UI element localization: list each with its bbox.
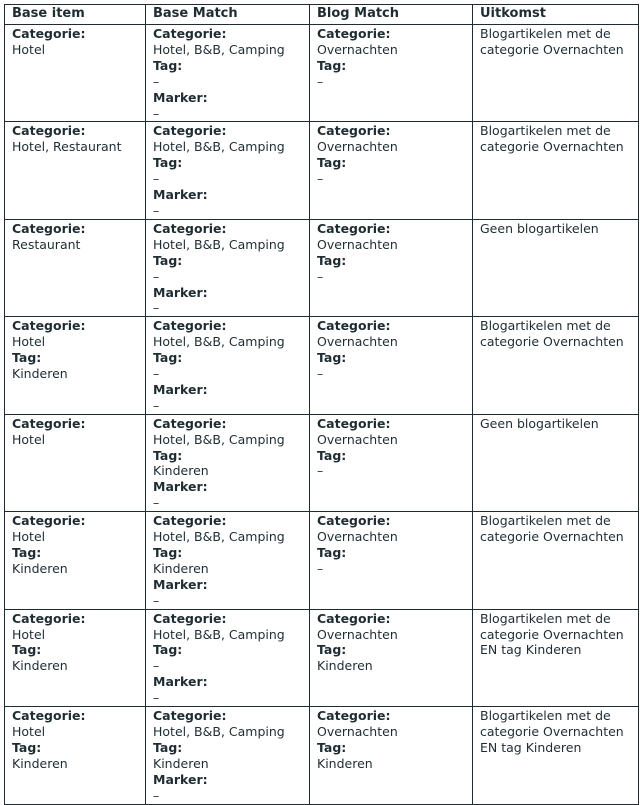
field-label: Tag: bbox=[12, 545, 42, 560]
field-label: Categorie: bbox=[12, 123, 86, 139]
field-value: – bbox=[153, 592, 160, 608]
field-label: Tag: bbox=[153, 252, 183, 268]
base-match-cell bbox=[146, 512, 310, 609]
field-label: Tag: bbox=[12, 350, 42, 366]
field-label: Tag: bbox=[317, 350, 347, 366]
field-value: – bbox=[317, 560, 324, 576]
table-row bbox=[5, 219, 639, 316]
base-item-cell bbox=[5, 122, 146, 219]
field-value: Hotel bbox=[12, 334, 46, 350]
field-value: Kinderen bbox=[317, 658, 373, 674]
field-value: – bbox=[153, 690, 160, 706]
blog-match-cell bbox=[310, 317, 473, 414]
field-value: Hotel, B&B, Camping bbox=[153, 41, 285, 57]
field-value: – bbox=[153, 105, 160, 121]
base-item-cell bbox=[5, 609, 146, 706]
field-label: Marker: bbox=[153, 187, 208, 203]
field-label: Tag: bbox=[317, 739, 347, 755]
field-value: Hotel bbox=[12, 626, 46, 642]
field-label: Tag: bbox=[12, 642, 42, 658]
field-value: – bbox=[317, 268, 324, 284]
uitkomst-cell: Blogartikelen met de categorie Overnachten EN tag Kinderen bbox=[473, 609, 639, 706]
field-value: Overnachten bbox=[317, 334, 398, 350]
base-match-cell bbox=[146, 414, 310, 511]
field-value: Hotel, B&B, Camping bbox=[153, 236, 285, 252]
field-label: Tag: bbox=[153, 447, 183, 463]
field-label: Tag: bbox=[317, 155, 347, 171]
field-value: – bbox=[153, 171, 160, 187]
field-value: Hotel bbox=[12, 431, 46, 447]
field-label: Marker: bbox=[153, 576, 208, 592]
field-value: – bbox=[153, 366, 160, 382]
field-label: Categorie: bbox=[317, 220, 391, 236]
field-value: – bbox=[317, 366, 324, 382]
base-item-cell bbox=[5, 317, 146, 414]
field-label: Tag: bbox=[317, 447, 347, 463]
field-value: – bbox=[317, 73, 324, 89]
table-row bbox=[5, 609, 639, 706]
table-row bbox=[5, 317, 639, 414]
field-label: Categorie: bbox=[12, 220, 86, 236]
base-item-cell bbox=[5, 25, 146, 122]
field-label: Tag: bbox=[153, 545, 183, 560]
field-label: Tag: bbox=[317, 252, 347, 268]
field-label: Tag: bbox=[153, 57, 183, 73]
field-label: Categorie: bbox=[317, 610, 391, 626]
blog-match-cell bbox=[310, 707, 473, 804]
header-base-match: Base Match bbox=[146, 5, 310, 25]
field-value: Hotel, B&B, Camping bbox=[153, 334, 285, 350]
field-label: Marker: bbox=[153, 381, 208, 397]
field-label: Categorie: bbox=[12, 610, 86, 626]
field-value: Hotel, B&B, Camping bbox=[153, 626, 285, 642]
field-label: Categorie: bbox=[153, 610, 227, 626]
blog-match-cell bbox=[310, 219, 473, 316]
field-label: Marker: bbox=[153, 284, 208, 300]
field-value: – bbox=[153, 268, 160, 284]
base-item-cell bbox=[5, 512, 146, 609]
base-item-cell bbox=[5, 414, 146, 511]
uitkomst-cell: Blogartikelen met de categorie Overnachten EN tag Kinderen bbox=[473, 707, 639, 804]
field-value: – bbox=[317, 463, 324, 479]
field-value: Overnachten bbox=[317, 41, 398, 57]
field-value: Kinderen bbox=[12, 560, 68, 576]
base-match-cell bbox=[146, 219, 310, 316]
field-value: Kinderen bbox=[153, 560, 209, 576]
field-label: Categorie: bbox=[153, 220, 227, 236]
field-value: Hotel, B&B, Camping bbox=[153, 723, 285, 739]
field-label: Categorie: bbox=[317, 26, 391, 41]
field-label: Categorie: bbox=[153, 123, 227, 139]
field-value: Kinderen bbox=[153, 463, 209, 479]
field-label: Categorie: bbox=[153, 708, 227, 724]
field-label: Categorie: bbox=[12, 415, 86, 431]
field-label: Tag: bbox=[317, 57, 347, 73]
field-label: Marker: bbox=[153, 89, 208, 105]
table-row bbox=[5, 414, 639, 511]
field-label: Categorie: bbox=[12, 26, 86, 41]
field-value: Hotel bbox=[12, 723, 46, 739]
field-label: Categorie: bbox=[153, 513, 227, 529]
uitkomst-cell: Geen blogartikelen bbox=[473, 414, 639, 511]
base-match-cell bbox=[146, 317, 310, 414]
field-label: Categorie: bbox=[317, 415, 391, 431]
field-label: Tag: bbox=[153, 155, 183, 171]
field-label: Categorie: bbox=[12, 708, 86, 724]
blog-match-cell bbox=[310, 414, 473, 511]
table-row bbox=[5, 122, 639, 219]
field-label: Tag: bbox=[317, 545, 347, 560]
field-value: – bbox=[153, 300, 160, 316]
table-row bbox=[5, 707, 639, 804]
uitkomst-cell: Blogartikelen met de categorie Overnachten bbox=[473, 317, 639, 414]
field-label: Marker: bbox=[153, 771, 208, 787]
field-value: Kinderen bbox=[12, 658, 68, 674]
field-value: Hotel bbox=[12, 529, 46, 545]
field-value: Kinderen bbox=[153, 755, 209, 771]
matching-rules-table bbox=[4, 4, 639, 805]
uitkomst-cell: Blogartikelen met de categorie Overnachten bbox=[473, 122, 639, 219]
field-label: Tag: bbox=[153, 350, 183, 366]
base-item-cell bbox=[5, 707, 146, 804]
field-label: Categorie: bbox=[317, 318, 391, 334]
field-value: Kinderen bbox=[317, 755, 373, 771]
uitkomst-cell: Blogartikelen met de categorie Overnachten bbox=[473, 512, 639, 609]
field-value: Hotel, B&B, Camping bbox=[153, 139, 285, 155]
field-value: Overnachten bbox=[317, 139, 398, 155]
field-value: Hotel, Restaurant bbox=[12, 139, 122, 155]
field-value: Hotel, B&B, Camping bbox=[153, 431, 285, 447]
base-match-cell bbox=[146, 25, 310, 122]
field-label: Categorie: bbox=[12, 513, 86, 529]
field-label: Categorie: bbox=[153, 318, 227, 334]
table-header-row bbox=[5, 5, 639, 25]
uitkomst-cell: Blogartikelen met de categorie Overnachten bbox=[473, 25, 639, 122]
field-label: Categorie: bbox=[12, 318, 86, 334]
field-value: – bbox=[153, 787, 160, 803]
field-value: Overnachten bbox=[317, 723, 398, 739]
field-value: Hotel, B&B, Camping bbox=[153, 529, 285, 545]
blog-match-cell bbox=[310, 122, 473, 219]
field-value: Overnachten bbox=[317, 529, 398, 545]
field-value: Overnachten bbox=[317, 431, 398, 447]
field-label: Tag: bbox=[153, 739, 183, 755]
field-label: Tag: bbox=[153, 642, 183, 658]
field-value: – bbox=[153, 202, 160, 218]
field-value: Overnachten bbox=[317, 236, 398, 252]
base-match-cell bbox=[146, 122, 310, 219]
field-value: – bbox=[153, 495, 160, 511]
header-uitkomst: Uitkomst bbox=[473, 5, 639, 25]
header-blog-match: Blog Match bbox=[310, 5, 473, 25]
field-label: Categorie: bbox=[317, 513, 391, 529]
field-label: Categorie: bbox=[153, 415, 227, 431]
field-label: Marker: bbox=[153, 479, 208, 495]
field-label: Tag: bbox=[317, 642, 347, 658]
field-value: Kinderen bbox=[12, 366, 68, 382]
field-value: Overnachten bbox=[317, 626, 398, 642]
table-row bbox=[5, 25, 639, 122]
table-body bbox=[5, 25, 639, 805]
field-label: Tag: bbox=[12, 739, 42, 755]
blog-match-cell bbox=[310, 25, 473, 122]
field-value: Hotel bbox=[12, 41, 46, 57]
field-value: – bbox=[317, 171, 324, 187]
field-value: – bbox=[153, 658, 160, 674]
field-label: Categorie: bbox=[317, 123, 391, 139]
field-label: Categorie: bbox=[317, 708, 391, 724]
field-value: Kinderen bbox=[12, 755, 68, 771]
base-match-cell bbox=[146, 707, 310, 804]
field-value: – bbox=[153, 397, 160, 413]
field-label: Marker: bbox=[153, 674, 208, 690]
header-base-item: Base item bbox=[5, 5, 146, 25]
field-value: – bbox=[153, 73, 160, 89]
blog-match-cell bbox=[310, 512, 473, 609]
field-value: Restaurant bbox=[12, 236, 81, 252]
base-item-cell bbox=[5, 219, 146, 316]
blog-match-cell bbox=[310, 609, 473, 706]
table-row bbox=[5, 512, 639, 609]
base-match-cell bbox=[146, 609, 310, 706]
field-label: Categorie: bbox=[153, 26, 227, 41]
uitkomst-cell: Geen blogartikelen bbox=[473, 219, 639, 316]
